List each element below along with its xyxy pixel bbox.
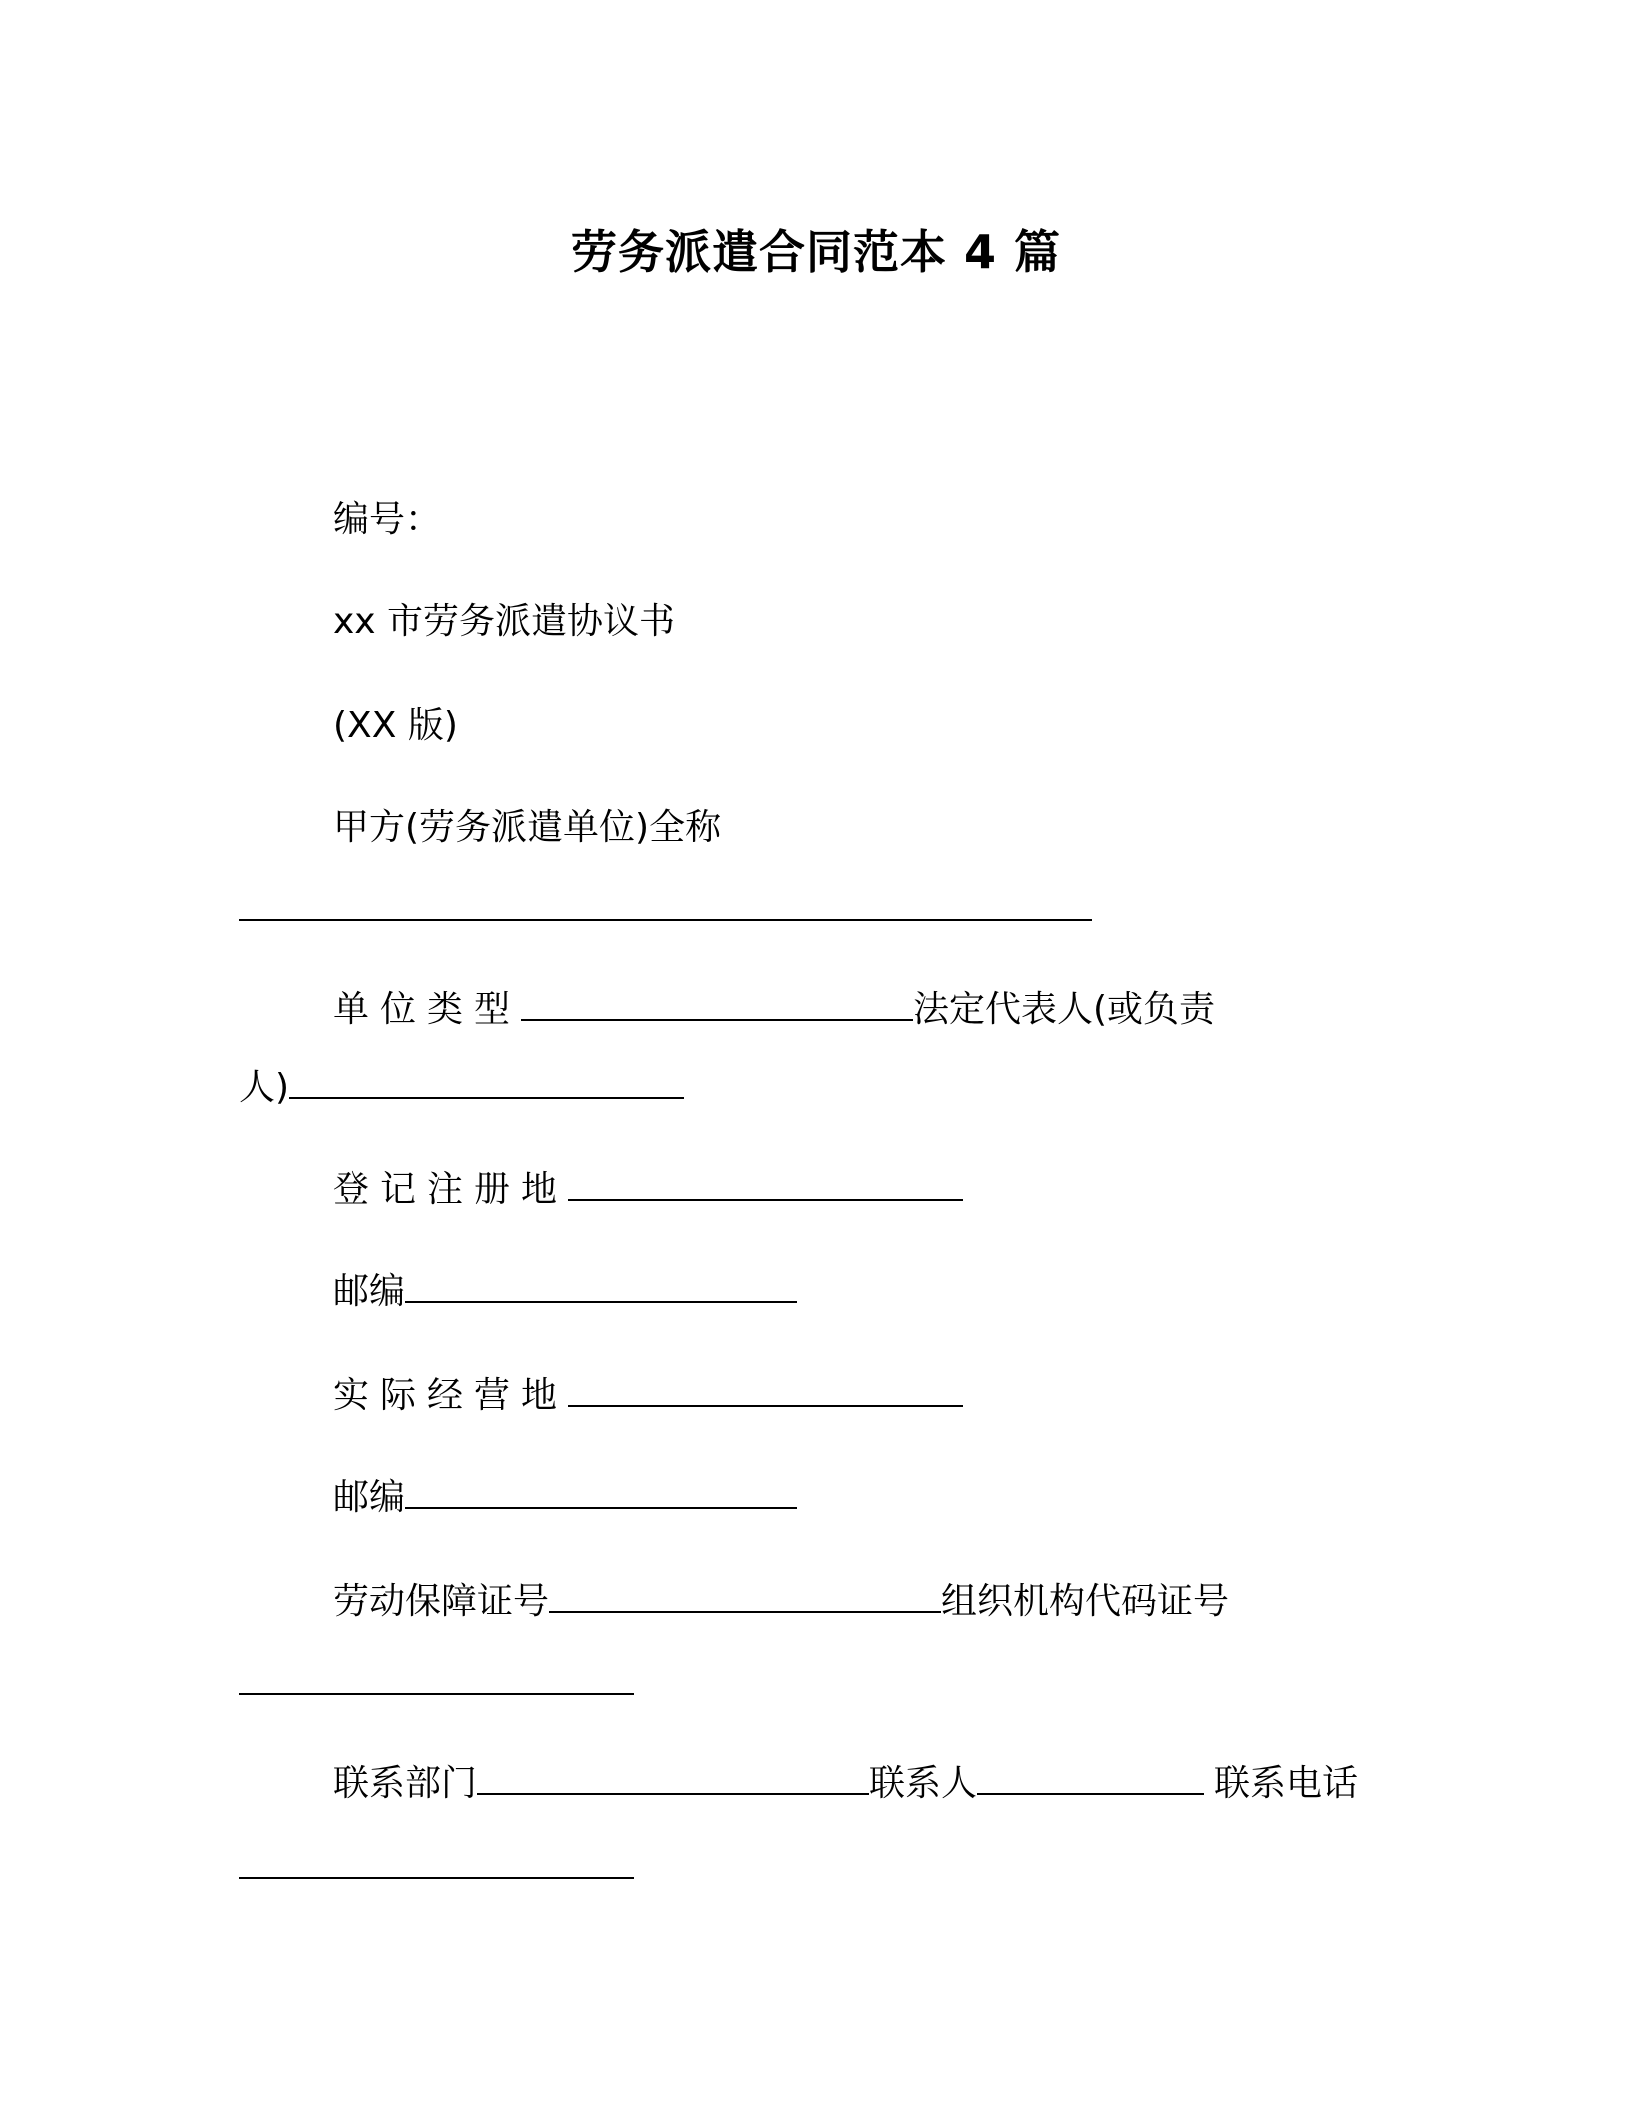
- contact-person-blank[interactable]: [977, 1763, 1204, 1795]
- number-label: 编号：: [333, 499, 442, 540]
- legal-rep-cont-label: 人): [239, 1067, 290, 1108]
- version-label: (XX 版): [333, 705, 458, 746]
- registered-place-blank[interactable]: [568, 1169, 963, 1201]
- contact-phone-blank[interactable]: [239, 1847, 634, 1879]
- org-code-label: 组织机构代码证号: [941, 1581, 1230, 1622]
- contact-dept-blank[interactable]: [477, 1763, 869, 1795]
- org-code-row: [239, 1660, 634, 1708]
- postcode-label-1: 邮编: [333, 1271, 406, 1312]
- postcode-row-2: [333, 1474, 797, 1522]
- org-code-blank[interactable]: [239, 1663, 634, 1695]
- postcode-blank-1[interactable]: [405, 1271, 797, 1303]
- contact-person-label: 联系人: [869, 1763, 978, 1804]
- contact-dept-label: 联系部门: [333, 1763, 478, 1804]
- registered-place-label: 登记注册地: [333, 1169, 569, 1210]
- legal-rep-row: [239, 1064, 684, 1112]
- unit-type-blank[interactable]: [521, 989, 913, 1021]
- business-place-blank[interactable]: [568, 1375, 963, 1407]
- labor-cert-label: 劳动保障证号: [333, 1581, 550, 1622]
- contact-phone-label: 联系电话: [1214, 1763, 1359, 1804]
- contact-row: [333, 1760, 1358, 1808]
- contact-phone-row: [239, 1844, 634, 1892]
- labor-cert-blank[interactable]: [549, 1581, 941, 1613]
- business-place-label: 实际经营地: [333, 1375, 569, 1416]
- document-title: 劳务派遣合同范本 4 篇: [570, 225, 1062, 279]
- postcode-row-1: [333, 1268, 797, 1316]
- registered-place-row: [333, 1166, 963, 1214]
- postcode-blank-2[interactable]: [405, 1477, 797, 1509]
- agreement-title: xx 市劳务派遣协议书: [333, 601, 676, 642]
- unit-type-row: [333, 986, 1215, 1034]
- legal-rep-label: 法定代表人(或负责: [913, 989, 1216, 1030]
- legal-rep-blank[interactable]: [289, 1067, 684, 1099]
- party-a-fullname-label: 甲方(劳务派遣单位)全称: [333, 807, 722, 848]
- business-place-row: [333, 1372, 963, 1420]
- party-a-fullname-row: [239, 886, 1092, 934]
- unit-type-label: 单位类型: [333, 989, 522, 1030]
- labor-cert-row: [333, 1578, 1229, 1626]
- postcode-label-2: 邮编: [333, 1477, 406, 1518]
- party-a-fullname-blank[interactable]: [239, 889, 1092, 921]
